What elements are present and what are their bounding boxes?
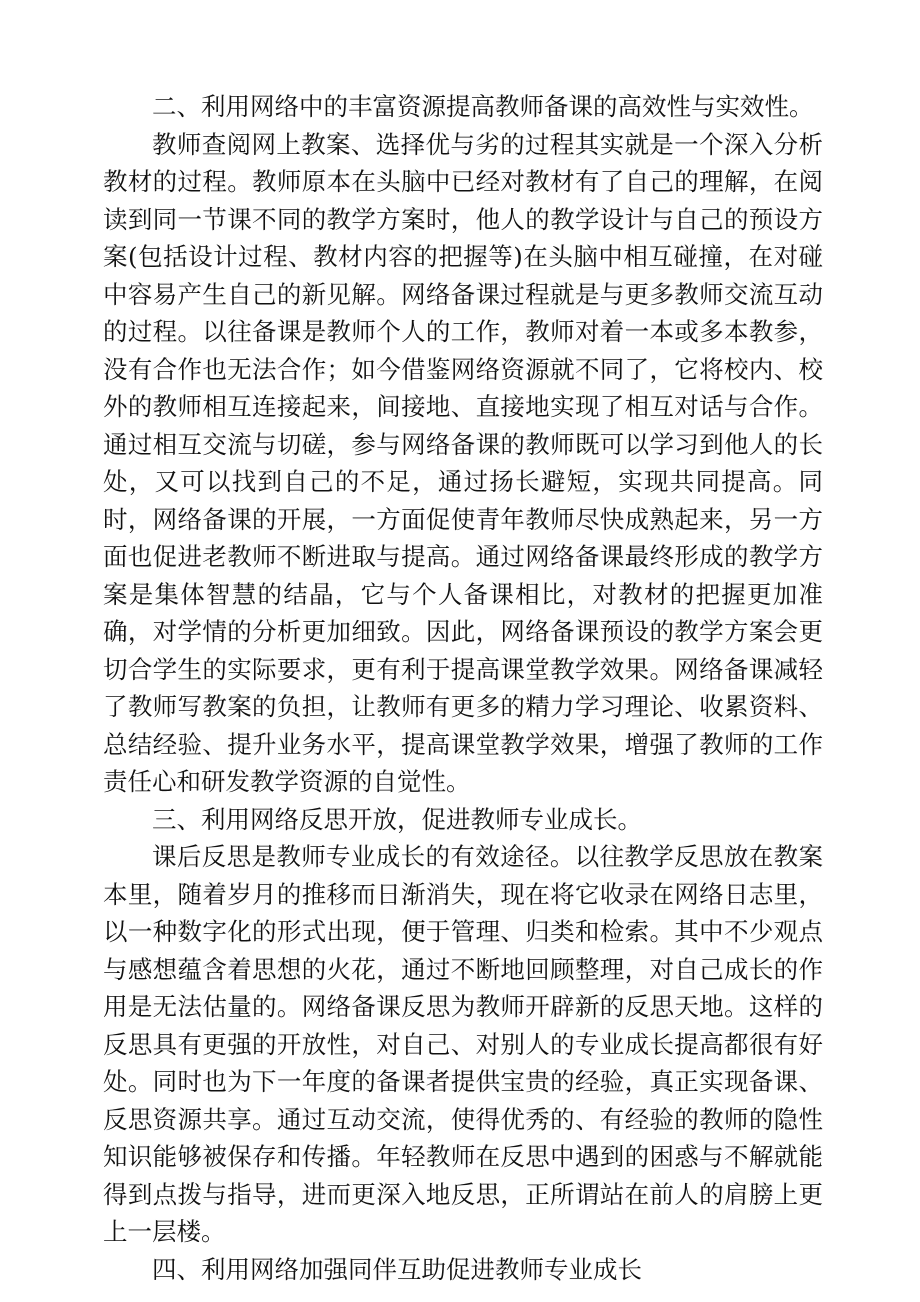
- section-heading: 四、利用网络加强同伴互助促进教师专业成长: [152, 1254, 642, 1284]
- section-paragraph: 教师查阅网上教案、选择优与劣的过程其实就是一个深入分析教材的过程。教师原本在头脑中已经对教材有了自己的理解，在阅读到同一节课不同的教学方案时，他人的教学设计与自己的预设方案(包括设计过程、教材内容的把握等)在头脑中相互碰撞，在对碰中容易产生自己的新见解。网络备课过程就是与更多教师交流互动的过程。以往备课是教师个人的工作，教师对着一本或多本教参，没有合作也无法合作；如今借鉴网络资源就不同了，它将校内、校外的教师相互连接起来，间接地、直接地实现了相互对话与合作。通过相互交流与切磋，参与网络备课的教师既可以学习到他人的长处，又可以找到自己的不足，通过扬长避短，实现共同提高。同时，网络备课的开展，一方面促使青年教师尽快成熟起来，另一方面也促进老教师不断进取与提高。通过网络备课最终形成的教学方案是集体智慧的结晶，它与个人备课相比，对教材的把握更加准确，对学情的分析更加细致。因此，网络备课预设的教学方案会更切合学生的实际要求，更有利于提高课堂教学效果。网络备课减轻了教师写教案的负担，让教师有更多的精力学习理论、收累资料、总结经验、提升业务水平，提高课堂教学效果，增强了教师的工作责任心和研发教学资源的自觉性。: [103, 129, 823, 796]
- section-heading: 三、利用网络反思开放，促进教师专业成长。: [152, 804, 642, 834]
- document-body: [103, 88, 823, 1288]
- section-paragraph: 课后反思是教师专业成长的有效途径。以往教学反思放在教案本里，随着岁月的推移而日渐消失，现在将它收录在网络日志里，以一种数字化的形式出现，便于管理、归类和检索。其中不少观点与感想蕴含着思想的火花，通过不断地回顾整理，对自己成长的作用是无法估量的。网络备课反思为教师开辟新的反思天地。这样的反思具有更强的开放性，对自己、对别人的专业成长提高都很有好处。同时也为下一年度的备课者提供宝贵的经验，真正实现备课、反思资源共享。通过互动交流，使得优秀的、有经验的教师的隐性知识能够被保存和传播。年轻教师在反思中遇到的困惑与不解就能得到点拨与指导，进而更深入地反思，正所谓站在前人的肩膀上更上一层楼。: [103, 842, 823, 1246]
- section-heading: 二、利用网络中的丰富资源提高教师备课的高效性与实效性。: [152, 92, 814, 121]
